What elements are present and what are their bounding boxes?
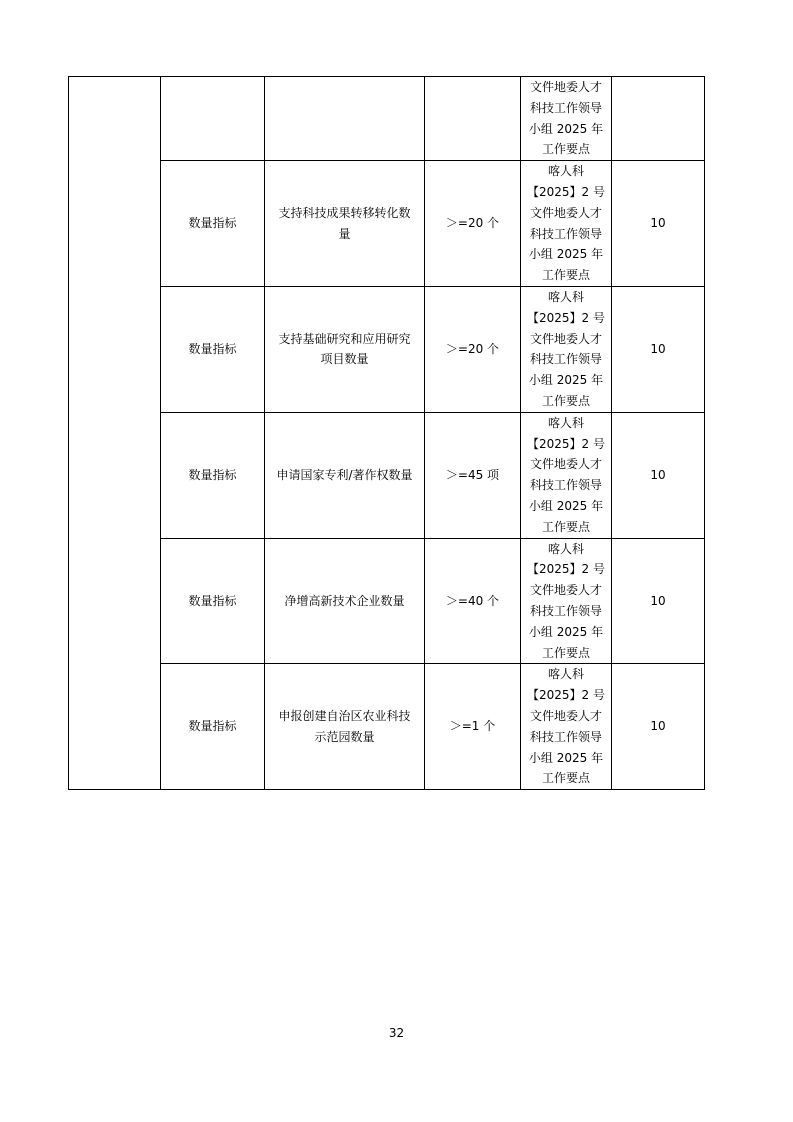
table-cell-type [161,77,265,161]
basis-line: 文件地委人才 [529,457,602,472]
table-cell-basis [521,286,612,412]
basis-line: 科技工作领导 [529,352,602,367]
page-number: 32 [388,1026,405,1040]
table-cell-type: 数量指标 [161,538,265,664]
table-cell-target [425,77,521,161]
basis-line: 工作要点 [541,393,590,408]
table-cell-score: 10 [612,538,705,664]
table-row [69,664,705,790]
indicator-name: 申报创建自治区农业科技示范园数量 [278,708,411,744]
indicator-name: 支持科技成果转移转化数量 [278,205,411,241]
basis-line: 工作要点 [541,519,590,534]
indicator-table [68,76,705,790]
basis-line: 小组 2025 年 [528,624,604,639]
basis-line: 文件地委人才 [529,205,602,220]
basis-line: 小组 2025 年 [528,121,604,136]
table-cell-score: 10 [612,161,705,287]
indicator-name: 申请国家专利/著作权数量 [276,467,413,482]
basis-line: 工作要点 [541,645,590,660]
basis-line: 【2025】2 号 [527,562,605,577]
table-cell-basis [521,412,612,538]
basis-line: 科技工作领导 [529,478,602,493]
basis-line: 工作要点 [541,268,590,283]
table-cell-basis [521,538,612,664]
table-cell-score: 10 [612,286,705,412]
table-cell-type: 数量指标 [161,412,265,538]
basis-line: 喀人科 [547,415,584,430]
basis-line: 科技工作领导 [529,100,602,115]
table-row [69,286,705,412]
table-cell-basis [521,77,612,161]
basis-line: 小组 2025 年 [528,373,604,388]
table-cell-target: ＞=1 个 [425,664,521,790]
table-cell-type: 数量指标 [161,161,265,287]
basis-line: 【2025】2 号 [527,436,605,451]
table-cell-type: 数量指标 [161,286,265,412]
table-cell-target: ＞=20 个 [425,161,521,287]
basis-line: 喀人科 [547,541,584,556]
table-row [69,161,705,287]
basis-line: 文件地委人才 [529,331,602,346]
table-cell-target: ＞=40 个 [425,538,521,664]
table-cell-basis [521,161,612,287]
table-cell-target: ＞=20 个 [425,286,521,412]
table-cell-target: ＞=45 项 [425,412,521,538]
merged-first-column-cell [69,77,161,790]
table-cell-name [265,412,425,538]
table-row-continuation [69,77,705,161]
table-cell-score: 10 [612,412,705,538]
indicator-name: 净增高新技术企业数量 [284,593,405,608]
basis-line: 【2025】2 号 [527,184,605,199]
table-row [69,538,705,664]
table-cell-name [265,161,425,287]
table-cell-name [265,77,425,161]
basis-line: 小组 2025 年 [528,498,604,513]
basis-line: 喀人科 [547,667,584,682]
basis-line: 【2025】2 号 [527,688,605,703]
basis-line: 【2025】2 号 [527,310,605,325]
table-cell-name [265,286,425,412]
table-cell-type: 数量指标 [161,664,265,790]
basis-line: 科技工作领导 [529,729,602,744]
table-cell-name [265,538,425,664]
table-cell-score [612,77,705,161]
basis-line: 小组 2025 年 [528,750,604,765]
basis-line: 小组 2025 年 [528,247,604,262]
basis-line: 文件地委人才 [529,583,602,598]
basis-line: 喀人科 [547,289,584,304]
basis-line: 文件地委人才 [529,708,602,723]
basis-line: 工作要点 [541,771,590,786]
basis-line: 喀人科 [547,164,584,179]
table-cell-name [265,664,425,790]
basis-line: 文件地委人才 [529,80,602,94]
indicator-name: 支持基础研究和应用研究项目数量 [278,331,411,367]
basis-line: 科技工作领导 [529,226,602,241]
table-cell-basis [521,664,612,790]
table-row [69,412,705,538]
table-cell-score: 10 [612,664,705,790]
basis-line: 科技工作领导 [529,603,602,618]
basis-line: 工作要点 [541,142,590,157]
